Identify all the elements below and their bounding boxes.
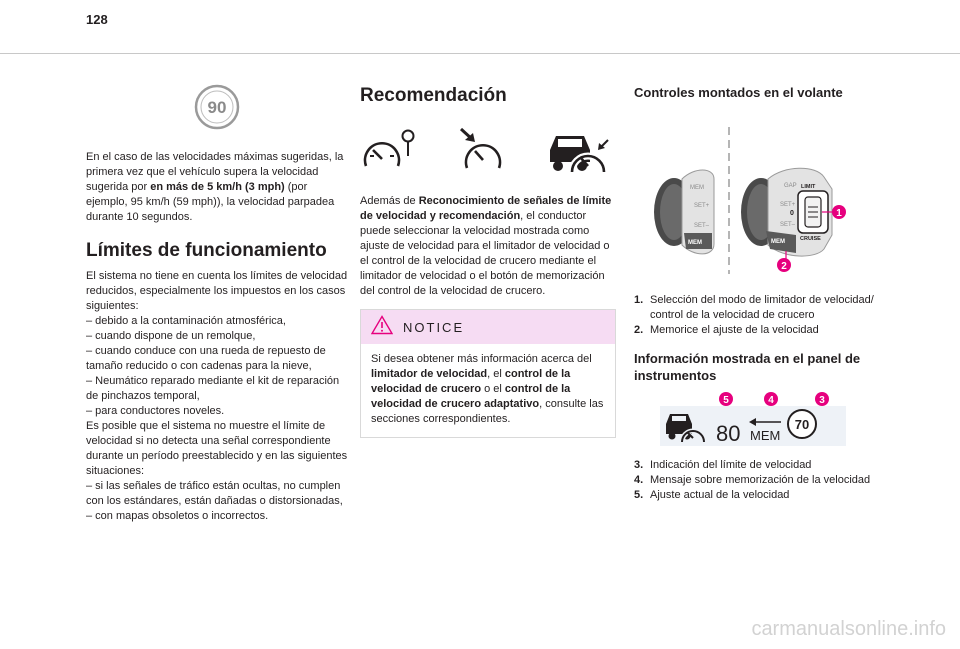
callout-4: 4 xyxy=(768,395,774,406)
speedometer-arrow-icon xyxy=(453,126,513,174)
legend-number: 4. xyxy=(634,474,644,486)
instrument-cluster-figure xyxy=(634,390,880,448)
right-label: LIMIT xyxy=(801,184,816,190)
column-middle xyxy=(360,84,616,438)
text-segment: Si desea obtener más información acerca del xyxy=(371,353,592,365)
text-segment: Reconocimiento de señales de límite de velocidad y recomendación xyxy=(360,195,612,222)
recommendation-text xyxy=(360,194,616,299)
cluster-speed: 80 xyxy=(716,421,741,446)
limits-title: Límites de funcionamiento xyxy=(86,240,327,261)
limits-item: – si las señales de tráfico están ocultas, no cumplen con los estándares, están dañadas o distorsionadas, xyxy=(86,480,343,507)
notice-title: NOTICE xyxy=(403,319,465,335)
text-segment: En el caso de las velocidades máximas sugeridas, la primera vez que el vehículo supera la velocidad sugerida por xyxy=(86,151,344,193)
limits-text2: Es posible que el sistema no muestre el límite de velocidad si no detecta una señal correspondiente durante un período preestablecido y en las siguientes situaciones: xyxy=(86,420,348,477)
callout-1: 1 xyxy=(836,208,842,219)
speed-sign-value: 90 xyxy=(207,98,227,117)
right-label: 0 xyxy=(790,210,794,217)
callout-5: 5 xyxy=(723,395,729,406)
notice-box xyxy=(360,309,616,438)
legend-text: Selección del modo de limitador de velocidad/ control de la velocidad de crucero xyxy=(650,294,874,321)
legend-number: 1. xyxy=(634,294,644,306)
text-segment: control de la velocidad de crucero adaptativo xyxy=(371,383,571,410)
callout-3: 3 xyxy=(819,395,825,406)
column-right xyxy=(634,84,880,503)
right-label: SET– xyxy=(780,222,796,228)
limits-item: – Neumático reparado mediante el kit de reparación de pinchazos temporal, xyxy=(86,375,340,402)
legend-item xyxy=(634,473,880,488)
notice-header xyxy=(361,310,615,344)
speed-sign-icon xyxy=(194,84,240,130)
display-legend xyxy=(634,458,880,503)
left-label: MEM xyxy=(688,240,702,246)
text-segment: (por ejemplo, 95 km/h (59 mph)), la velocidad parpadea durante 10 segundos. xyxy=(86,181,335,223)
legend-item xyxy=(634,293,880,323)
legend-text: Ajuste actual de la velocidad xyxy=(650,489,790,501)
limits-item: – debido a la contaminación atmosférica, xyxy=(86,315,286,327)
legend-text: Memorice el ajuste de la velocidad xyxy=(650,324,819,336)
callout-2: 2 xyxy=(781,261,787,272)
limits-item: – con mapas obsoletos o incorrectos. xyxy=(86,510,269,522)
left-label: MEM xyxy=(690,185,704,191)
column-left xyxy=(86,84,348,524)
left-label: SET+ xyxy=(694,203,710,209)
text-segment: Además de xyxy=(360,195,419,207)
right-label: CRUISE xyxy=(800,236,821,242)
display-title: Información mostrada en el panel de instrumentos xyxy=(634,351,861,383)
legend-item xyxy=(634,458,880,473)
header-rule xyxy=(0,53,960,54)
recommendation-title: Recomendación xyxy=(360,85,507,106)
legend-text: Indicación del límite de velocidad xyxy=(650,459,812,471)
steering-controls-figure xyxy=(634,109,880,277)
legend-number: 5. xyxy=(634,489,644,501)
recommendation-icons xyxy=(360,126,612,174)
intro-paragraph xyxy=(86,150,348,225)
controls-title: Controles montados en el volante xyxy=(634,85,843,100)
text-segment: limitador de velocidad xyxy=(371,368,488,380)
text-segment: , consulte las secciones correspondientes. xyxy=(371,398,604,425)
limits-intro: El sistema no tiene en cuenta los límites de velocidad reducidos, especialmente los impuestos en los casos siguientes: xyxy=(86,270,348,312)
cluster-mem: MEM xyxy=(750,428,781,443)
car-speedometer-icon xyxy=(546,126,612,174)
limits-text xyxy=(86,269,348,524)
limits-item: – cuando conduce con una rueda de repuesto de tamaño reducido o con cadenas para la nieve, xyxy=(86,345,326,372)
warning-triangle-icon xyxy=(371,315,393,340)
controls-legend xyxy=(634,293,880,338)
text-segment: o el xyxy=(481,383,505,395)
text-segment: en más de 5 km/h (3 mph) xyxy=(150,181,285,193)
text-segment: control de la velocidad de crucero xyxy=(371,368,571,395)
legend-item xyxy=(634,488,880,503)
notice-text xyxy=(371,352,605,427)
left-label: SET– xyxy=(694,223,710,229)
watermark: carmanualsonline.info xyxy=(751,618,946,640)
legend-number: 3. xyxy=(634,459,644,471)
notice-body xyxy=(361,344,615,437)
cluster-limit: 70 xyxy=(794,417,810,432)
right-label: GAP xyxy=(784,183,797,189)
text-segment: , el xyxy=(487,368,505,380)
right-label: MEM xyxy=(771,239,785,245)
limits-item: – cuando dispone de un remolque, xyxy=(86,330,256,342)
limits-item: – para conductores noveles. xyxy=(86,405,225,417)
page-number: 128 xyxy=(86,12,108,27)
text-segment: , el conductor puede seleccionar la velocidad mostrada como ajuste de velocidad para el limitador de velocidad o el control de la velocidad de crucero mediante el limitador de velocidad o el botón de memorización del control de la velocidad de crucero. xyxy=(360,210,610,297)
legend-item xyxy=(634,323,880,338)
legend-number: 2. xyxy=(634,324,644,336)
legend-text: Mensaje sobre memorización de la velocidad xyxy=(650,474,871,486)
right-label: SET+ xyxy=(780,202,796,208)
speedometer-pin-icon xyxy=(360,126,420,174)
